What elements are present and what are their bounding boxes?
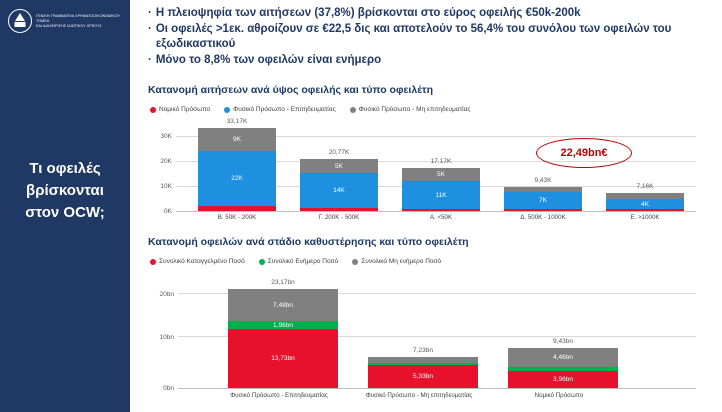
page-title [0,158,130,224]
bar-segment-label: 4,46bn [553,354,573,361]
bar-column[interactable] [402,158,480,211]
chart-1-category-label: Ε. >1000K [630,214,660,221]
bar-total-label: 20,77K [328,149,350,156]
bar-segment-label: 22K [231,175,243,182]
bar-column[interactable] [228,279,338,388]
chart-2-ytick: 10bn [159,334,174,341]
bar-column[interactable] [368,347,478,388]
legend-item [150,258,245,265]
legend-label: Συνολικό Καταγγελμένο Ποσό [159,258,245,265]
chart-2-legend [150,258,441,265]
legend-item [350,106,471,113]
bar-column[interactable] [504,177,582,211]
bullet-dot-icon: · [148,53,152,66]
bar-column[interactable] [508,338,618,388]
bar-segment-epitideumatias [198,151,276,206]
logo-line-1: ΓΕΝΙΚΗ ΓΡΑΜΜΑΤΕΙΑ ΧΡΗΜΑΤΟΟΙΚΟΝΟΜΙΚΟΥ ΤΟΜΕΑ [36,13,120,23]
bar-segment-nomiko-prosopo [198,206,276,211]
bar-column[interactable] [300,149,378,211]
bar-segment-mi-enimero [508,348,618,367]
chart-2-plot-area [178,281,696,388]
legend-swatch-icon [150,107,156,113]
bar-segment-nomiko-prosopo [402,209,480,211]
chart-1-legend [150,106,471,113]
chart-1-ytick: 20K [160,158,172,165]
bar-segment-label: 3,96bn [553,376,573,383]
bar-segment-epitideumatias [606,199,684,209]
legend-swatch-icon [224,107,230,113]
chart-2-category-label: Φυσικό Πρόσωπο - Μη επιτηδευματίας [365,392,473,399]
bar-segment-label: 7,48bn [273,301,293,309]
logo-line-2: ΚΑΙ ΔΙΑΧΕΙΡΙΣΗΣ ΙΔΙΩΤΙΚΟΥ ΧΡΕΟΥΣ [36,23,102,28]
chart-2-title: Κατανομή οφειλών ανά στάδιο καθυστέρησης και τύπο οφειλέτη [148,236,469,248]
bar-segment-enimero [228,321,338,329]
bar-segment-mi-epitideumatias [402,168,480,181]
legend-item [259,258,339,265]
bar-segment-katangelmeno [508,371,618,388]
chart-1-ytick: 0K [164,208,172,215]
bar-total-label: 9,43K [534,177,552,184]
legend-label: Συνολικό Ενήμερο Ποσό [267,258,339,265]
left-brand-panel [0,0,130,412]
chart-1-category-label: Δ. 500K - 1000K [520,214,566,221]
bar-total-label: 23,17bn [271,279,295,286]
bar-column[interactable] [606,183,684,211]
chart-2-ytick: 20bn [159,291,174,298]
bar-segment-label: 1,96bn [273,321,293,329]
legend-item [224,106,336,113]
list-item [148,22,714,53]
bullet-dot-icon: · [148,22,152,35]
list-item [148,6,714,22]
legend-swatch-icon [259,259,265,265]
chart-1-category-label: Β. 50K - 200K [217,214,257,221]
bar-segment-label: 7K [539,197,547,204]
legend-swatch-icon [150,259,156,265]
bar-segment-label: 5K [335,162,343,170]
chart-2-category-label: Φυσικό Πρόσωπο - Επιτηδευματίας [230,392,328,399]
list-item [148,53,714,69]
bar-segment-nomiko-prosopo [300,208,378,211]
legend-label: Συνολικό Μη ενήμερο Ποσό [361,258,442,265]
bar-segment-nomiko-prosopo [504,209,582,211]
bar-segment-mi-enimero [228,289,338,321]
bar-segment-label: 9K [233,136,241,143]
organisation-logo [8,8,122,34]
bar-segment-katangelmeno [368,365,478,388]
bullet-text: Μόνο το 8,8% των οφειλών είναι ενήμερο [155,53,382,66]
emblem-icon [8,9,32,33]
bar-segment-label: 13,73bn [271,355,295,362]
key-findings-list [148,6,714,68]
highlight-callout: 22,49bn€ [536,138,632,168]
legend-label: Φυσικό Πρόσωπο - Μη επιτηδευματίας [358,106,471,113]
legend-swatch-icon [350,107,356,113]
chart-2-ytick: 0bn [163,385,174,392]
bar-total-label: 33,17K [226,118,248,125]
bar-segment-epitideumatias [402,181,480,209]
bullet-text: Η πλειοψηφία των αιτήσεων (37,8%) βρίσκονται στο εύρος οφειλής €50k-200k [155,7,581,19]
bar-segment-epitideumatias [300,173,378,208]
chart-1-ytick: 30K [160,133,172,140]
bar-total-label: 9,43bn [553,338,573,345]
chart-2-category-label: Νομικό Πρόσωπο [534,392,584,399]
bar-segment-label: 5K [437,171,445,178]
chart-1-ytick: 10K [160,183,172,190]
chart-1-category-label: Γ. 200K - 500K [318,214,360,221]
bar-segment-epitideumatias [504,192,582,209]
legend-label: Φυσικό Πρόσωπο - Επιτηδευματίας [233,106,336,113]
bar-segment-mi-epitideumatias [300,159,378,173]
bar-segment-nomiko-prosopo [606,209,684,211]
chart-1-category-label: Α. <50K [429,214,453,221]
bullet-text: Οι οφειλές >1εκ. αθροίζουν σε €22,5 δις και αποτελούν το 56,4% του συνόλου των οφειλών του εξωδικαστικού [155,22,672,50]
bar-segment-katangelmeno [228,329,338,388]
legend-item [352,258,441,265]
bar-total-label: 7,16K [636,183,654,190]
legend-label: Νομικό Πρόσωπο [159,106,211,113]
bar-segment-mi-epitideumatias [198,128,276,151]
bar-segment-label: 5,33bn [413,373,433,380]
bar-column[interactable] [198,118,276,211]
bar-segment-label: 11K [435,191,447,199]
legend-item [150,106,210,113]
bar-total-label: 7,23bn [413,347,433,354]
axis-baseline [176,211,696,212]
bullet-dot-icon: · [148,7,152,19]
legend-swatch-icon [352,259,358,265]
chart-1-title: Κατανομή αιτήσεων ανά ύψος οφειλής και τύπο οφειλέτη [148,84,434,96]
logo-text [36,14,122,29]
chart-1-plot-area [176,118,696,211]
page-title-line-3: στον OCW; [25,204,105,221]
axis-baseline [178,388,696,389]
bar-segment-label: 14K [333,187,345,194]
bar-total-label: 17,17K [430,158,452,165]
page-title-line-1: Τι οφειλές [29,160,101,177]
page-title-line-2: βρίσκονται [26,182,104,199]
bar-segment-label: 4K [641,200,649,208]
